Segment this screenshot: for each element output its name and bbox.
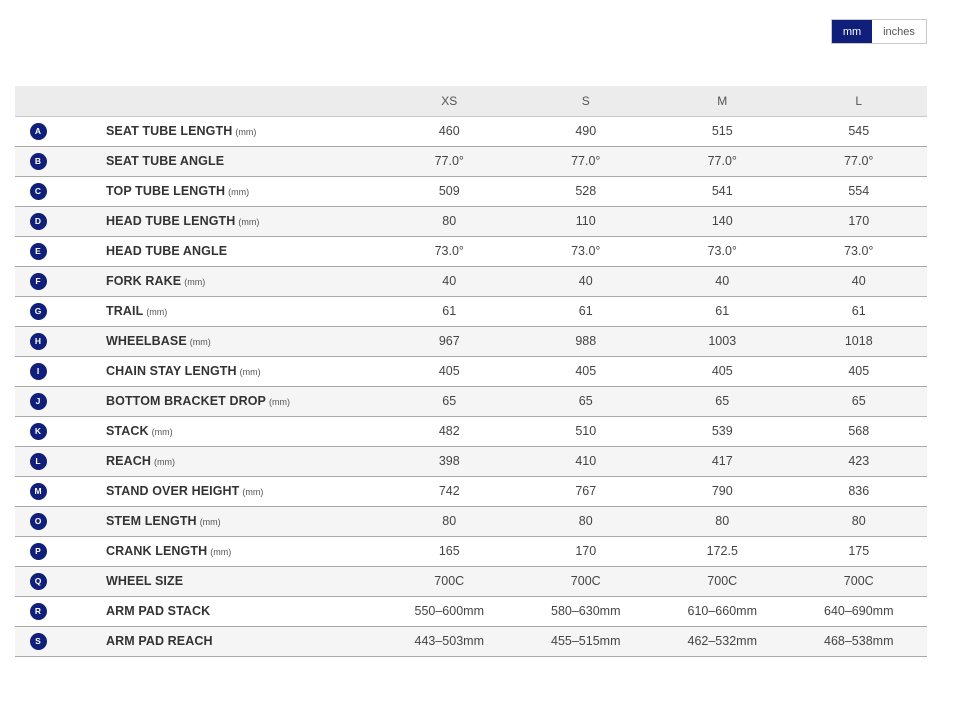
cell-size-m: 65	[715, 394, 730, 408]
row-badge-cell	[15, 296, 61, 326]
header-size-xs: XS	[441, 93, 458, 108]
row-label-cell	[61, 536, 381, 566]
header-size-l: L	[855, 93, 863, 108]
row-label: SEAT TUBE LENGTH	[106, 124, 233, 138]
table-row	[15, 476, 927, 506]
cell-size-m: 700C	[707, 574, 738, 588]
row-label: BOTTOM BRACKET DROP	[106, 394, 266, 408]
cell-size-l: 73.0°	[844, 244, 874, 258]
table-row	[15, 116, 927, 146]
row-label-cell	[61, 386, 381, 416]
table-row	[15, 536, 927, 566]
cell-size-l: 468–538mm	[824, 634, 894, 648]
row-letter-badge: L	[30, 453, 47, 470]
cell-size-xs: 550–600mm	[414, 604, 484, 618]
row-badge-cell	[15, 326, 61, 356]
cell-size-s: 170	[575, 544, 597, 558]
cell-size-l: 65	[851, 394, 866, 408]
table-row	[15, 266, 927, 296]
cell-size-xs: 460	[438, 124, 460, 138]
cell-size-s: 455–515mm	[551, 634, 621, 648]
row-label-cell	[61, 266, 381, 296]
cell-size-s: 65	[578, 394, 593, 408]
row-letter-badge: J	[30, 393, 47, 410]
row-letter-badge: E	[30, 243, 47, 260]
row-unit: (mm)	[228, 187, 250, 197]
row-label-cell	[61, 596, 381, 626]
row-label-cell	[61, 446, 381, 476]
table-row	[15, 416, 927, 446]
cell-size-s: 580–630mm	[551, 604, 621, 618]
row-unit: (mm)	[242, 487, 264, 497]
row-badge-cell	[15, 566, 61, 596]
cell-size-l: 1018	[844, 334, 873, 348]
cell-size-m: 417	[711, 454, 733, 468]
cell-size-m: 80	[715, 514, 730, 528]
cell-size-s: 700C	[570, 574, 601, 588]
table-row	[15, 356, 927, 386]
row-label-cell	[61, 416, 381, 446]
cell-size-s: 410	[575, 454, 597, 468]
cell-size-s: 40	[578, 274, 593, 288]
table-row	[15, 206, 927, 236]
cell-size-xs: 742	[438, 484, 460, 498]
row-letter-badge: R	[30, 603, 47, 620]
row-label-cell	[61, 146, 381, 176]
cell-size-s: 77.0°	[571, 154, 601, 168]
row-badge-cell	[15, 386, 61, 416]
row-badge-cell	[15, 176, 61, 206]
unit-mm-button[interactable]: mm	[832, 20, 872, 43]
row-badge-cell	[15, 116, 61, 146]
cell-size-m: 73.0°	[707, 244, 737, 258]
row-badge-cell	[15, 446, 61, 476]
cell-size-xs: 398	[438, 454, 460, 468]
row-label: ARM PAD REACH	[106, 634, 213, 648]
table-header-row	[15, 86, 927, 116]
cell-size-l: 80	[851, 514, 866, 528]
cell-size-l: 61	[851, 304, 866, 318]
cell-size-m: 40	[715, 274, 730, 288]
row-letter-badge: K	[30, 423, 47, 440]
row-label-cell	[61, 326, 381, 356]
cell-size-xs: 80	[442, 514, 457, 528]
row-badge-cell	[15, 506, 61, 536]
cell-size-m: 541	[711, 184, 733, 198]
cell-size-xs: 509	[438, 184, 460, 198]
row-letter-badge: M	[30, 483, 47, 500]
cell-size-s: 988	[575, 334, 597, 348]
cell-size-xs: 482	[438, 424, 460, 438]
row-badge-cell	[15, 476, 61, 506]
row-badge-cell	[15, 626, 61, 656]
cell-size-xs: 65	[442, 394, 457, 408]
cell-size-xs: 80	[442, 214, 457, 228]
cell-size-l: 640–690mm	[824, 604, 894, 618]
row-label-cell	[61, 356, 381, 386]
cell-size-l: 545	[848, 124, 870, 138]
cell-size-m: 1003	[708, 334, 737, 348]
cell-size-l: 554	[848, 184, 870, 198]
row-letter-badge: S	[30, 633, 47, 650]
table-row	[15, 236, 927, 266]
table-row	[15, 626, 927, 656]
cell-size-s: 405	[575, 364, 597, 378]
table-row	[15, 146, 927, 176]
cell-size-l: 405	[848, 364, 870, 378]
table-row	[15, 506, 927, 536]
row-label: SEAT TUBE ANGLE	[106, 154, 225, 168]
row-unit: (mm)	[189, 337, 211, 347]
row-letter-badge: A	[30, 123, 47, 140]
row-label: WHEELBASE	[106, 334, 187, 348]
row-label-cell	[61, 236, 381, 266]
row-letter-badge: P	[30, 543, 47, 560]
row-badge-cell	[15, 236, 61, 266]
row-label-cell	[61, 296, 381, 326]
row-letter-badge: B	[30, 153, 47, 170]
row-label-cell	[61, 566, 381, 596]
row-unit: (mm)	[235, 127, 257, 137]
cell-size-xs: 700C	[434, 574, 465, 588]
row-letter-badge: C	[30, 183, 47, 200]
row-label: STAND OVER HEIGHT	[106, 484, 240, 498]
header-badge-cell	[15, 86, 61, 116]
row-label: TRAIL	[106, 304, 144, 318]
row-unit: (mm)	[238, 217, 260, 227]
unit-toggle	[831, 19, 927, 44]
cell-size-xs: 165	[438, 544, 460, 558]
row-label: CRANK LENGTH	[106, 544, 208, 558]
row-label: FORK RAKE	[106, 274, 182, 288]
cell-size-xs: 40	[442, 274, 457, 288]
table-row	[15, 176, 927, 206]
row-unit: (mm)	[199, 517, 221, 527]
cell-size-l: 40	[851, 274, 866, 288]
table-row	[15, 326, 927, 356]
row-badge-cell	[15, 266, 61, 296]
cell-size-l: 170	[848, 214, 870, 228]
row-label: HEAD TUBE ANGLE	[106, 244, 228, 258]
row-badge-cell	[15, 206, 61, 236]
cell-size-m: 77.0°	[707, 154, 737, 168]
row-unit: (mm)	[239, 367, 261, 377]
cell-size-s: 528	[575, 184, 597, 198]
row-letter-badge: F	[30, 273, 47, 290]
row-label: TOP TUBE LENGTH	[106, 184, 226, 198]
row-letter-badge: H	[30, 333, 47, 350]
cell-size-xs: 77.0°	[434, 154, 464, 168]
cell-size-m: 140	[711, 214, 733, 228]
cell-size-m: 539	[711, 424, 733, 438]
header-size-s: S	[581, 93, 590, 108]
row-label: REACH	[106, 454, 151, 468]
row-letter-badge: O	[30, 513, 47, 530]
header-size-m: M	[717, 93, 728, 108]
row-label-cell	[61, 206, 381, 236]
cell-size-l: 836	[848, 484, 870, 498]
row-label-cell	[61, 626, 381, 656]
cell-size-m: 172.5	[706, 544, 738, 558]
table-row	[15, 386, 927, 416]
row-unit: (mm)	[210, 547, 232, 557]
row-label-cell	[61, 116, 381, 146]
cell-size-m: 462–532mm	[687, 634, 757, 648]
row-unit: (mm)	[153, 457, 175, 467]
cell-size-m: 790	[711, 484, 733, 498]
row-badge-cell	[15, 146, 61, 176]
row-unit: (mm)	[146, 307, 168, 317]
cell-size-l: 700C	[843, 574, 874, 588]
table-row	[15, 566, 927, 596]
geometry-table	[15, 86, 927, 657]
row-badge-cell	[15, 536, 61, 566]
cell-size-s: 510	[575, 424, 597, 438]
row-label: STACK	[106, 424, 149, 438]
cell-size-l: 423	[848, 454, 870, 468]
cell-size-s: 73.0°	[571, 244, 601, 258]
row-label: WHEEL SIZE	[106, 574, 184, 588]
row-letter-badge: D	[30, 213, 47, 230]
cell-size-xs: 405	[438, 364, 460, 378]
row-unit: (mm)	[184, 277, 206, 287]
cell-size-s: 767	[575, 484, 597, 498]
cell-size-xs: 443–503mm	[414, 634, 484, 648]
cell-size-s: 110	[575, 214, 596, 228]
row-badge-cell	[15, 416, 61, 446]
row-label-cell	[61, 506, 381, 536]
cell-size-m: 610–660mm	[687, 604, 757, 618]
cell-size-xs: 73.0°	[434, 244, 464, 258]
cell-size-xs: 61	[442, 304, 457, 318]
row-label: CHAIN STAY LENGTH	[106, 364, 237, 378]
unit-inches-button[interactable]: inches	[872, 20, 926, 43]
row-unit: (mm)	[269, 397, 290, 407]
row-label: STEM LENGTH	[106, 514, 197, 528]
row-label-cell	[61, 476, 381, 506]
cell-size-l: 77.0°	[844, 154, 874, 168]
table-row	[15, 296, 927, 326]
cell-size-s: 61	[578, 304, 593, 318]
row-badge-cell	[15, 356, 61, 386]
row-label: ARM PAD STACK	[106, 604, 211, 618]
cell-size-m: 61	[715, 304, 730, 318]
row-letter-badge: G	[30, 303, 47, 320]
row-unit: (mm)	[151, 427, 173, 437]
row-label-cell	[61, 176, 381, 206]
row-label: HEAD TUBE LENGTH	[106, 214, 236, 228]
cell-size-m: 405	[711, 364, 733, 378]
table-row	[15, 446, 927, 476]
cell-size-m: 515	[711, 124, 733, 138]
cell-size-s: 80	[578, 514, 593, 528]
header-label-cell	[61, 86, 381, 116]
cell-size-l: 175	[848, 544, 870, 558]
cell-size-xs: 967	[438, 334, 460, 348]
row-badge-cell	[15, 596, 61, 626]
cell-size-l: 568	[848, 424, 870, 438]
table-row	[15, 596, 927, 626]
cell-size-s: 490	[575, 124, 597, 138]
row-letter-badge: I	[30, 363, 47, 380]
table-body	[15, 116, 927, 656]
row-letter-badge: Q	[30, 573, 47, 590]
